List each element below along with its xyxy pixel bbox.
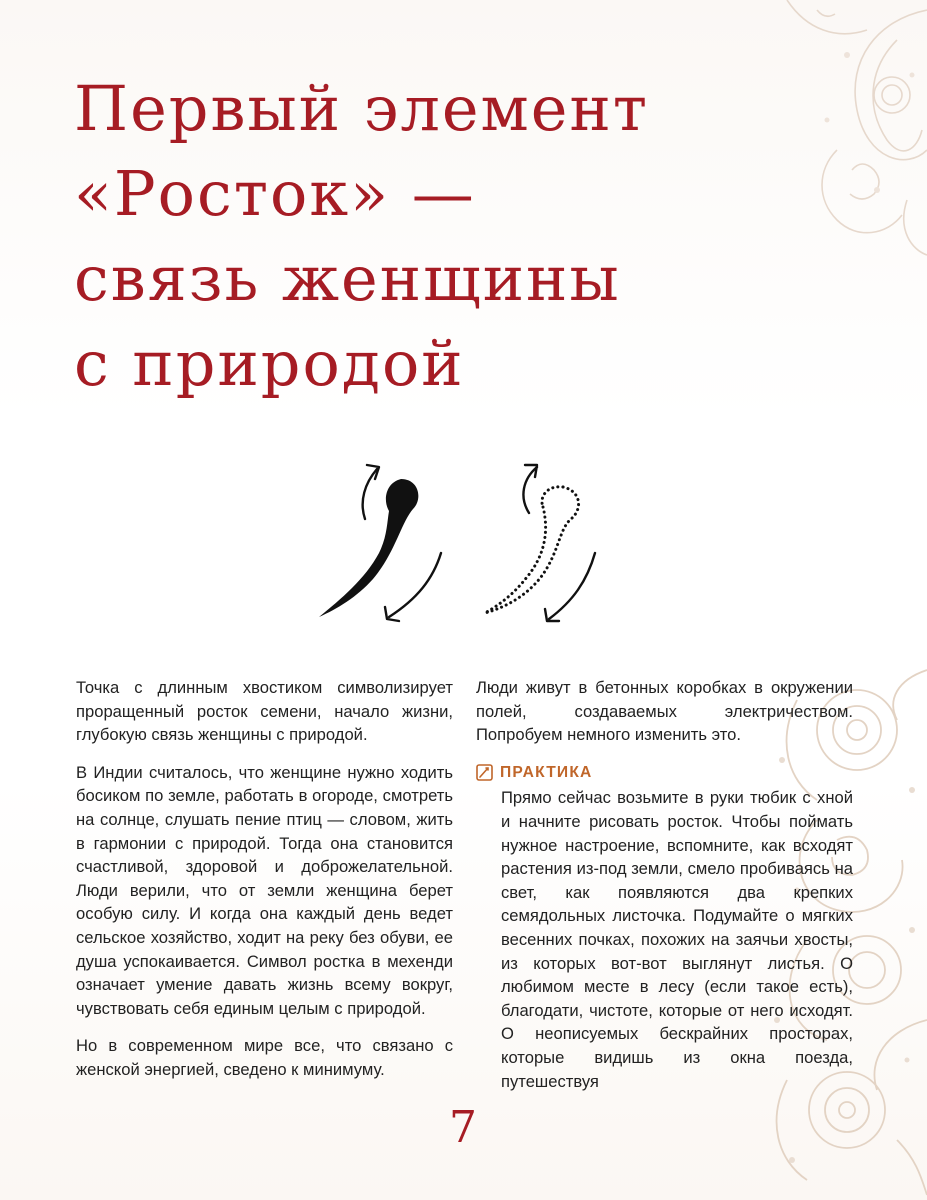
title-line-3: связь женщины	[74, 242, 621, 315]
right-text-column	[476, 676, 853, 1093]
left-paragraph-2: В Индии считалось, что женщине нужно ходить босиком по земле, работать в огороде, смотреть на солнце, слушать пение птиц — словом, жить в гармонии с природой. Тогда она становится счастливой, здоровой и доброжелательной. Люди верили, что от земли женщина берет особую силу. И когда она каждый день ведет сельское хозяйство, ходит на реку без обуви, ее душа успокаивается. Символ ростка в мехенди означает умение давать жизнь всему вокруг, чувствовать себя единым целым с природой.	[76, 762, 453, 1018]
practice-pen-icon	[476, 764, 493, 781]
left-paragraph-3: Но в современном мире все, что связано с женской энергией, сведено к минимуму.	[76, 1036, 453, 1079]
practice-heading	[476, 761, 853, 785]
practice-body	[476, 786, 853, 1093]
sprout-illustration	[313, 461, 603, 639]
title-line-1: Первый элемент	[74, 72, 650, 145]
page-title	[74, 66, 774, 406]
title-line-2: «Росток» —	[74, 157, 476, 230]
title-line-4: с природой	[74, 327, 465, 400]
practice-paragraph: Прямо сейчас возьмите в руки тюбик с хной и начните рисовать росток. Чтобы поймать нужное настроение, вспомните, как всходят растения из-под земли, смело пробиваясь на свет, как появляются два крепких семядольных листочка. Подумайте о мягких весенних почках, похожих на заячьи хвосты, из которых вот-вот выглянут листья. О любимом месте в лесу (если такое есть), благодати, чистоте, которые от него исходят. О неописуемых бескрайних просторах, которые видишь из окна поезда, путешествуя	[501, 788, 853, 1091]
page-number: 7	[449, 1102, 477, 1153]
practice-label: ПРАКТИКА	[500, 763, 593, 781]
right-paragraph-1: Люди живут в бетонных коробках в окружении полей, создаваемых электричеством. Попробуем немного изменить это.	[476, 678, 853, 745]
left-paragraph-1: Точка с длинным хвостиком символизирует проращенный росток семени, начало жизни, глубокую связь женщины с природой.	[76, 678, 453, 745]
left-text-column	[76, 676, 453, 1096]
